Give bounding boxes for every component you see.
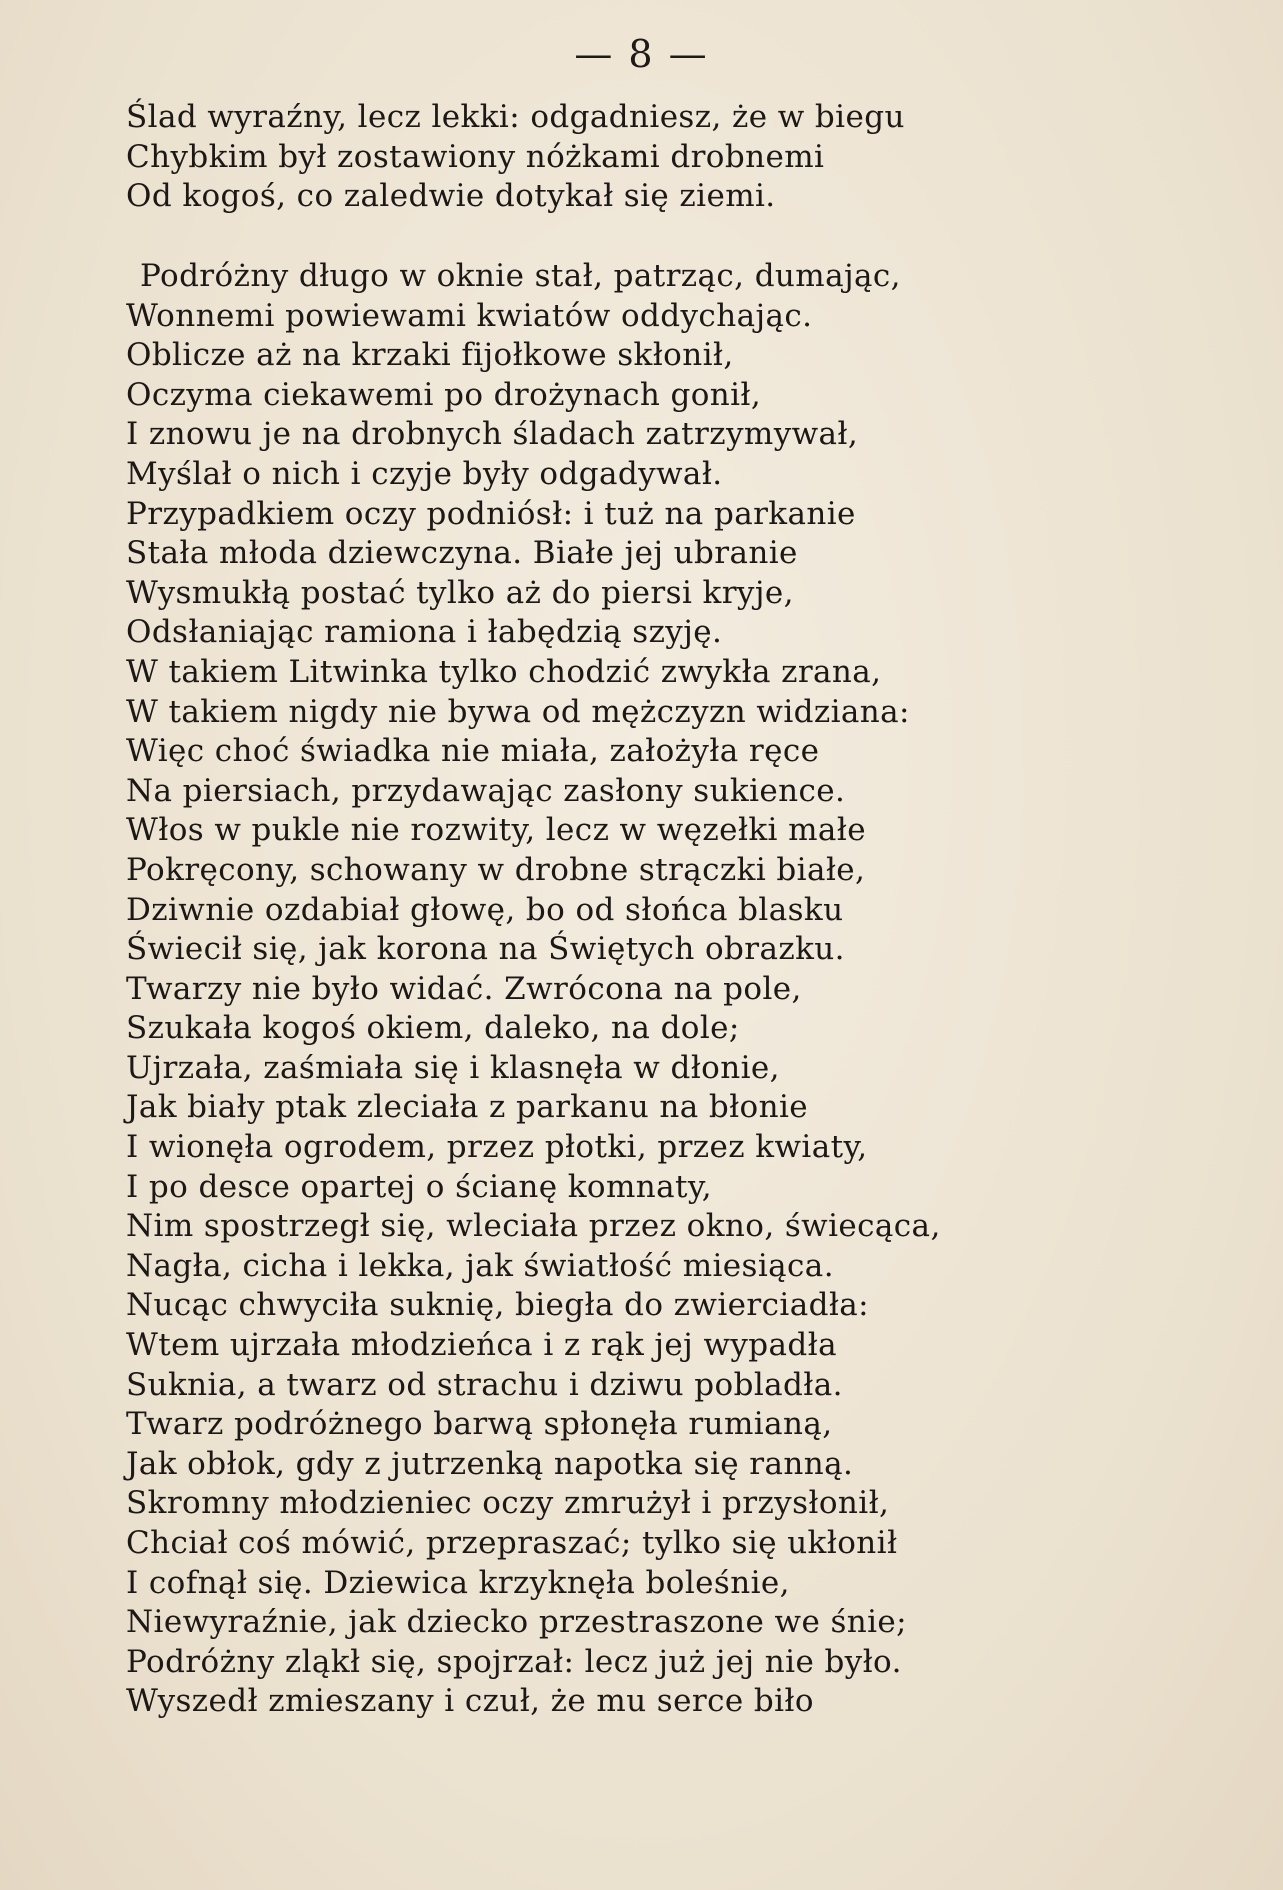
verse-line: Jak biały ptak zleciała z parkanu na błonie [126, 1089, 809, 1126]
verse-line: Ślad wyraźny, lecz lekki: odgadniesz, że w biegu [126, 99, 905, 135]
verse-line: Szukała kogoś okiem, daleko, na dole; [126, 1010, 740, 1047]
verse-line: Oczyma ciekawemi po drożynach gonił, [126, 376, 762, 413]
verse-line: Stała młoda dziewczyna. Białe jej ubranie [126, 535, 798, 572]
verse-line: Chciał coś mówić, przepraszać; tylko się ukłonił [126, 1525, 898, 1561]
verse-line: Podróżny zląkł się, spojrzał: lecz już jej nie było. [126, 1643, 902, 1680]
verse-line: I wionęła ogrodem, przez płotki, przez kwiaty, [126, 1129, 868, 1166]
verse-line: Nagła, cicha i lekka, jak światłość miesiąca. [126, 1247, 834, 1284]
verse-line: Włos w pukle nie rozwity, lecz w węzełki małe [126, 812, 866, 849]
verse-line: Oblicze aż na krzaki fijołkowe skłonił, [126, 337, 734, 374]
verse-line: Odsłaniając ramiona i łabędzią szyję. [126, 614, 723, 651]
verse-line: Więc choć świadka nie miała, założyła ręce [126, 733, 820, 770]
verse-line: Chybkim był zostawiony nóżkami drobnemi [126, 138, 825, 175]
verse-line: Wysmukłą postać tylko aż do piersi kryje, [126, 574, 794, 611]
verse-line: Nucąc chwyciła suknię, biegła do zwierciadła: [126, 1287, 870, 1324]
verse-line: Wyszedł zmieszany i czuł, że mu serce biło [126, 1683, 814, 1720]
verse-line: I po desce opartej o ścianę komnaty, [126, 1168, 712, 1205]
verse-line: W takiem Litwinka tylko chodzić zwykła zrana, [126, 653, 882, 690]
verse-line: Nim spostrzegł się, wleciała przez okno, świecąca, [126, 1208, 941, 1245]
verse-line: Twarz podróżnego barwą spłonęła rumianą, [126, 1406, 833, 1443]
verse-line: Niewyraźnie, jak dziecko przestraszone we śnie; [126, 1604, 908, 1641]
verse-line: Pokręcony, schowany w drobne strączki białe, [126, 851, 866, 888]
verse-line: W takiem nigdy nie bywa od mężczyzn widziana: [126, 693, 910, 730]
verse-line: Wonnemi powiewami kwiatów oddychając. [126, 297, 813, 334]
verse-line: Skromny młodzieniec oczy zmrużył i przysłonił, [126, 1485, 890, 1522]
verse-line: Podróżny długo w oknie stał, patrząc, dumając, [140, 258, 901, 294]
verse-line: Myślał o nich i czyje były odgadywał. [126, 455, 723, 492]
verse-line: Twarzy nie było widać. Zwrócona na pole, [126, 970, 802, 1007]
page-number: — 8 — [574, 32, 709, 76]
verse-line: I znowu je na drobnych śladach zatrzymywał, [126, 416, 859, 453]
verse-line: Wtem ujrzała młodzieńca i z rąk jej wypadła [126, 1327, 837, 1364]
verse-line: I cofnął się. Dziewica krzyknęła boleśnie, [126, 1564, 790, 1601]
stanza-2 [126, 257, 941, 1722]
verse-line: Na piersiach, przydawając zasłony sukience. [126, 772, 846, 809]
stanza-1 [126, 98, 905, 217]
verse-line: Od kogoś, co zaledwie dotykał się ziemi. [126, 178, 776, 215]
verse-line: Suknia, a twarz od strachu i dziwu pobladła. [126, 1366, 843, 1403]
verse-line: Dziwnie ozdabiał głowę, bo od słońca blasku [126, 891, 844, 928]
verse-line: Świecił się, jak korona na Świętych obrazku. [126, 931, 845, 968]
verse-line: Przypadkiem oczy podniósł: i tuż na parkanie [126, 495, 856, 532]
verse-line: Ujrzała, zaśmiała się i klasnęła w dłonie, [126, 1049, 780, 1086]
verse-line: Jak obłok, gdy z jutrzenką napotka się ranną. [126, 1445, 854, 1482]
